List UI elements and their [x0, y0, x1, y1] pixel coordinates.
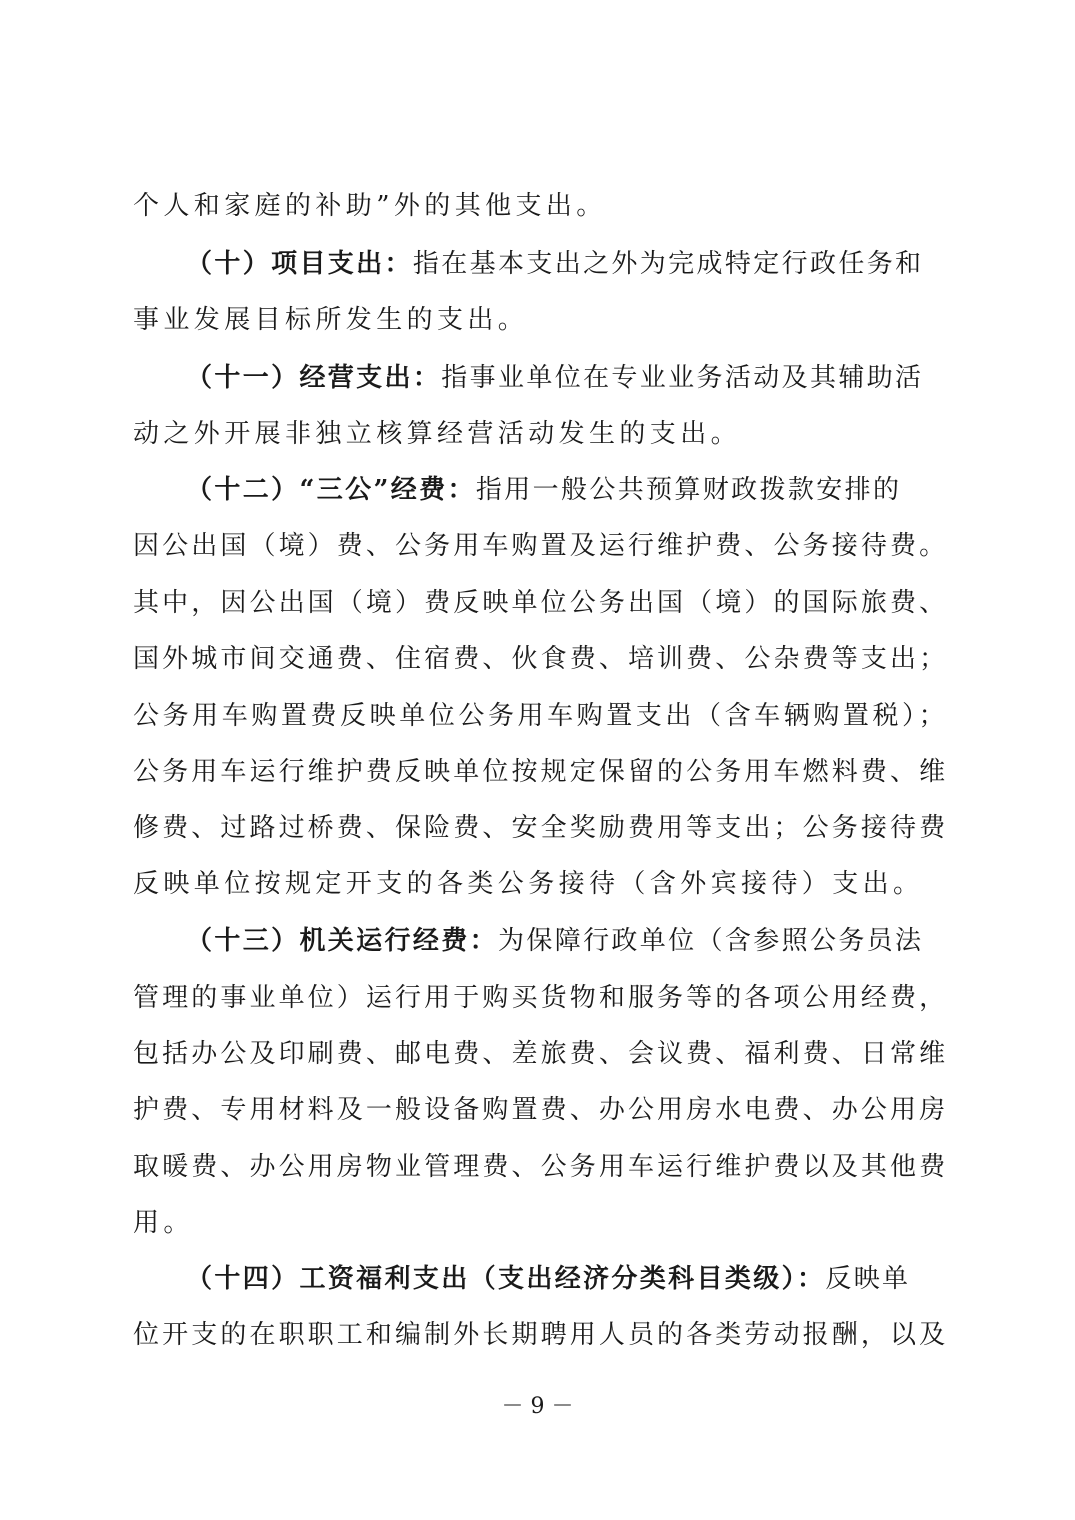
- body-text: 修费、过路过桥费、保险费、安全奖励费用等支出；公务接待费: [133, 813, 949, 843]
- text-line: [186, 928, 1001, 954]
- text-line: [186, 365, 1001, 391]
- text-line: [133, 533, 948, 559]
- body-text: 指用一般公共预算财政拨款安排的: [475, 475, 902, 505]
- body-text: 反映单位按规定开支的各类公务接待（含外宾接待）支出。: [133, 869, 924, 899]
- text-line: [133, 815, 948, 841]
- text-line: [133, 307, 948, 333]
- section-heading: （十二）“三公”经费：: [186, 475, 476, 505]
- body-text: 反映单: [825, 1264, 911, 1294]
- body-text: 管理的事业单位）运行用于购买货物和服务等的各项公用经费，: [133, 983, 949, 1013]
- body-text: 用。: [133, 1208, 194, 1238]
- body-text: 其中，因公出国（境）费反映单位公务出国（境）的国际旅费、: [133, 588, 949, 618]
- text-line: [133, 1322, 948, 1348]
- section-heading: （十三）机关运行经费：: [186, 926, 498, 956]
- text-line: [133, 646, 948, 672]
- text-line: [133, 1210, 948, 1236]
- body-text: 公务用车运行维护费反映单位按规定保留的公务用车燃料费、维: [133, 757, 949, 787]
- page-number: － 9 －: [501, 1394, 574, 1419]
- text-line: [133, 590, 948, 616]
- body-text: 护费、专用材料及一般设备购置费、办公用房水电费、办公用房: [133, 1095, 949, 1125]
- body-text: 事业发展目标所发生的支出。: [133, 305, 529, 335]
- text-line: [133, 871, 948, 897]
- section-heading: （十一）经营支出：: [186, 363, 442, 393]
- body-text: 个人和家庭的补助”外的其他支出。: [133, 191, 607, 221]
- section-heading: （十四）工资福利支出（支出经济分类科目类级）：: [186, 1264, 826, 1294]
- body-text: 国外城市间交通费、住宿费、伙食费、培训费、公杂费等支出；: [133, 644, 949, 674]
- body-text: 包括办公及印刷费、邮电费、差旅费、会议费、福利费、日常维: [133, 1039, 949, 1069]
- text-line: [133, 193, 948, 219]
- text-line: [133, 1154, 948, 1180]
- section-heading: （十）项目支出：: [186, 249, 413, 279]
- text-line: [133, 759, 948, 785]
- body-text: 公务用车购置费反映单位公务用车购置支出（含车辆购置税）；: [133, 701, 949, 731]
- text-line: [133, 1097, 948, 1123]
- body-text: 取暖费、办公用房物业管理费、公务用车运行维护费以及其他费: [133, 1152, 949, 1182]
- text-line: [133, 421, 948, 447]
- text-line: [186, 251, 1001, 277]
- body-text: 因公出国（境）费、公务用车购置及运行维护费、公务接待费。: [133, 531, 949, 561]
- body-text: 指在基本支出之外为完成特定行政任务和: [412, 249, 924, 279]
- body-text: 指事业单位在专业业务活动及其辅助活: [441, 363, 924, 393]
- body-text: 位开支的在职职工和编制外长期聘用人员的各类劳动报酬，以及: [133, 1320, 949, 1350]
- body-text: 动之外开展非独立核算经营活动发生的支出。: [133, 419, 742, 449]
- text-line: [186, 477, 1001, 503]
- body-text: 为保障行政单位（含参照公务员法: [497, 926, 924, 956]
- text-line: [133, 703, 948, 729]
- text-line: [186, 1266, 1001, 1292]
- text-line: [133, 985, 948, 1011]
- text-line: [133, 1041, 948, 1067]
